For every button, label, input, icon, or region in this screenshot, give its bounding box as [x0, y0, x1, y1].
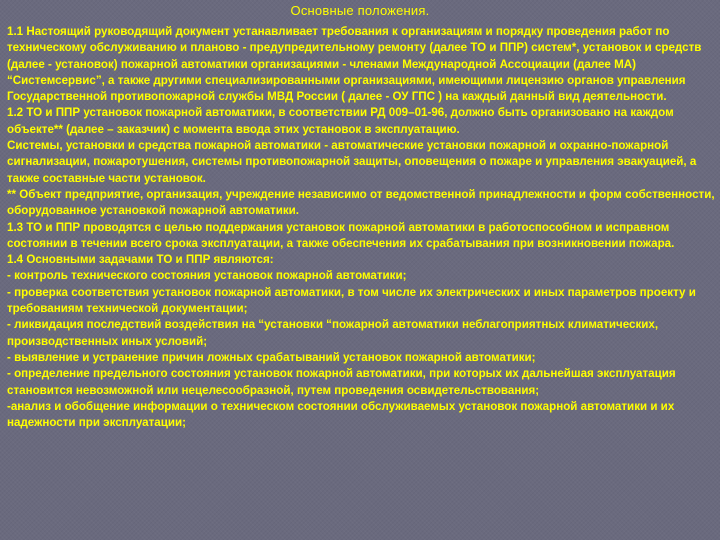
task-item: -анализ и обобщение информации о техническом состоянии обслуживаемых установок пожарной автоматики и их надежности при эксплуатации; [7, 399, 675, 430]
paragraph-systems-definition: Системы, установки и средства пожарной автоматики - автоматические установки пожарной и охранно-пожарной сигнализации, пожаротушения, системы противопожарной защиты, оповещения о пожаре и управления эвакуацией, а также составные части установок. [7, 139, 697, 185]
paragraph-1-3: 1.3 ТО и ППР проводятся с целью поддержания установок пожарной автоматики в работоспособном и исправном состоянии в течении всего срока эксплуатации, а также обеспечения их срабатывания при возникновении пожара. [7, 220, 675, 250]
task-item: - выявление и устранение причин ложных срабатываний установок пожарной автоматики; [7, 350, 536, 364]
task-item: - определение предельного состояния установок пожарной автоматики, при которых их дальнейшая эксплуатация становится невозможной или нецелесообразной, путем проведения освидетельствования; [7, 367, 676, 397]
slide-title: Основные положения. [290, 3, 430, 18]
task-item: - контроль технического состояния установок пожарной автоматики; [7, 269, 407, 283]
slide-body [7, 24, 715, 431]
paragraph-1-2: 1.2 ТО и ППР установок пожарной автоматики, в соответствии РД 009–01-96, должно быть организовано на каждом объекте** (далее – заказчик) с момента ввода этих установок в эксплуатацию. [7, 106, 674, 136]
task-item: - ликвидация последствий воздействия на “установки “пожарной автоматики неблагоприятных климатических, производственных иных условий; [7, 318, 659, 348]
paragraph-1-4: 1.4 Основными задачами ТО и ППР являются: [7, 253, 274, 267]
task-item: - проверка соответствия установок пожарной автоматики, в том числе их электрических и иных параметров проекту и требованиям технической документации; [7, 285, 696, 316]
paragraph-1-1: 1.1 Настоящий руководящий документ устанавливает требования к организациям и порядку проведения работ по техническому обслуживанию и планово - предупредительному ремонту (далее ТО и ППР) систем*, установок и средств (далее - установок) пожарной автоматики организациями - членами Международной Ассоциации (далее МА) “Системсервис”, а также другими специализированными организациями, имеющими лицензию органов управления Государственной противопожарной службы МВД России ( далее - ОУ ГПС ) на каждый данный вид деятельности. [7, 25, 702, 104]
paragraph-object-footnote: ** Объект предприятие, организация, учреждение независимо от ведомственной принадлежности и форм собственности, оборудованное установкой пожарной автоматики. [7, 187, 715, 218]
